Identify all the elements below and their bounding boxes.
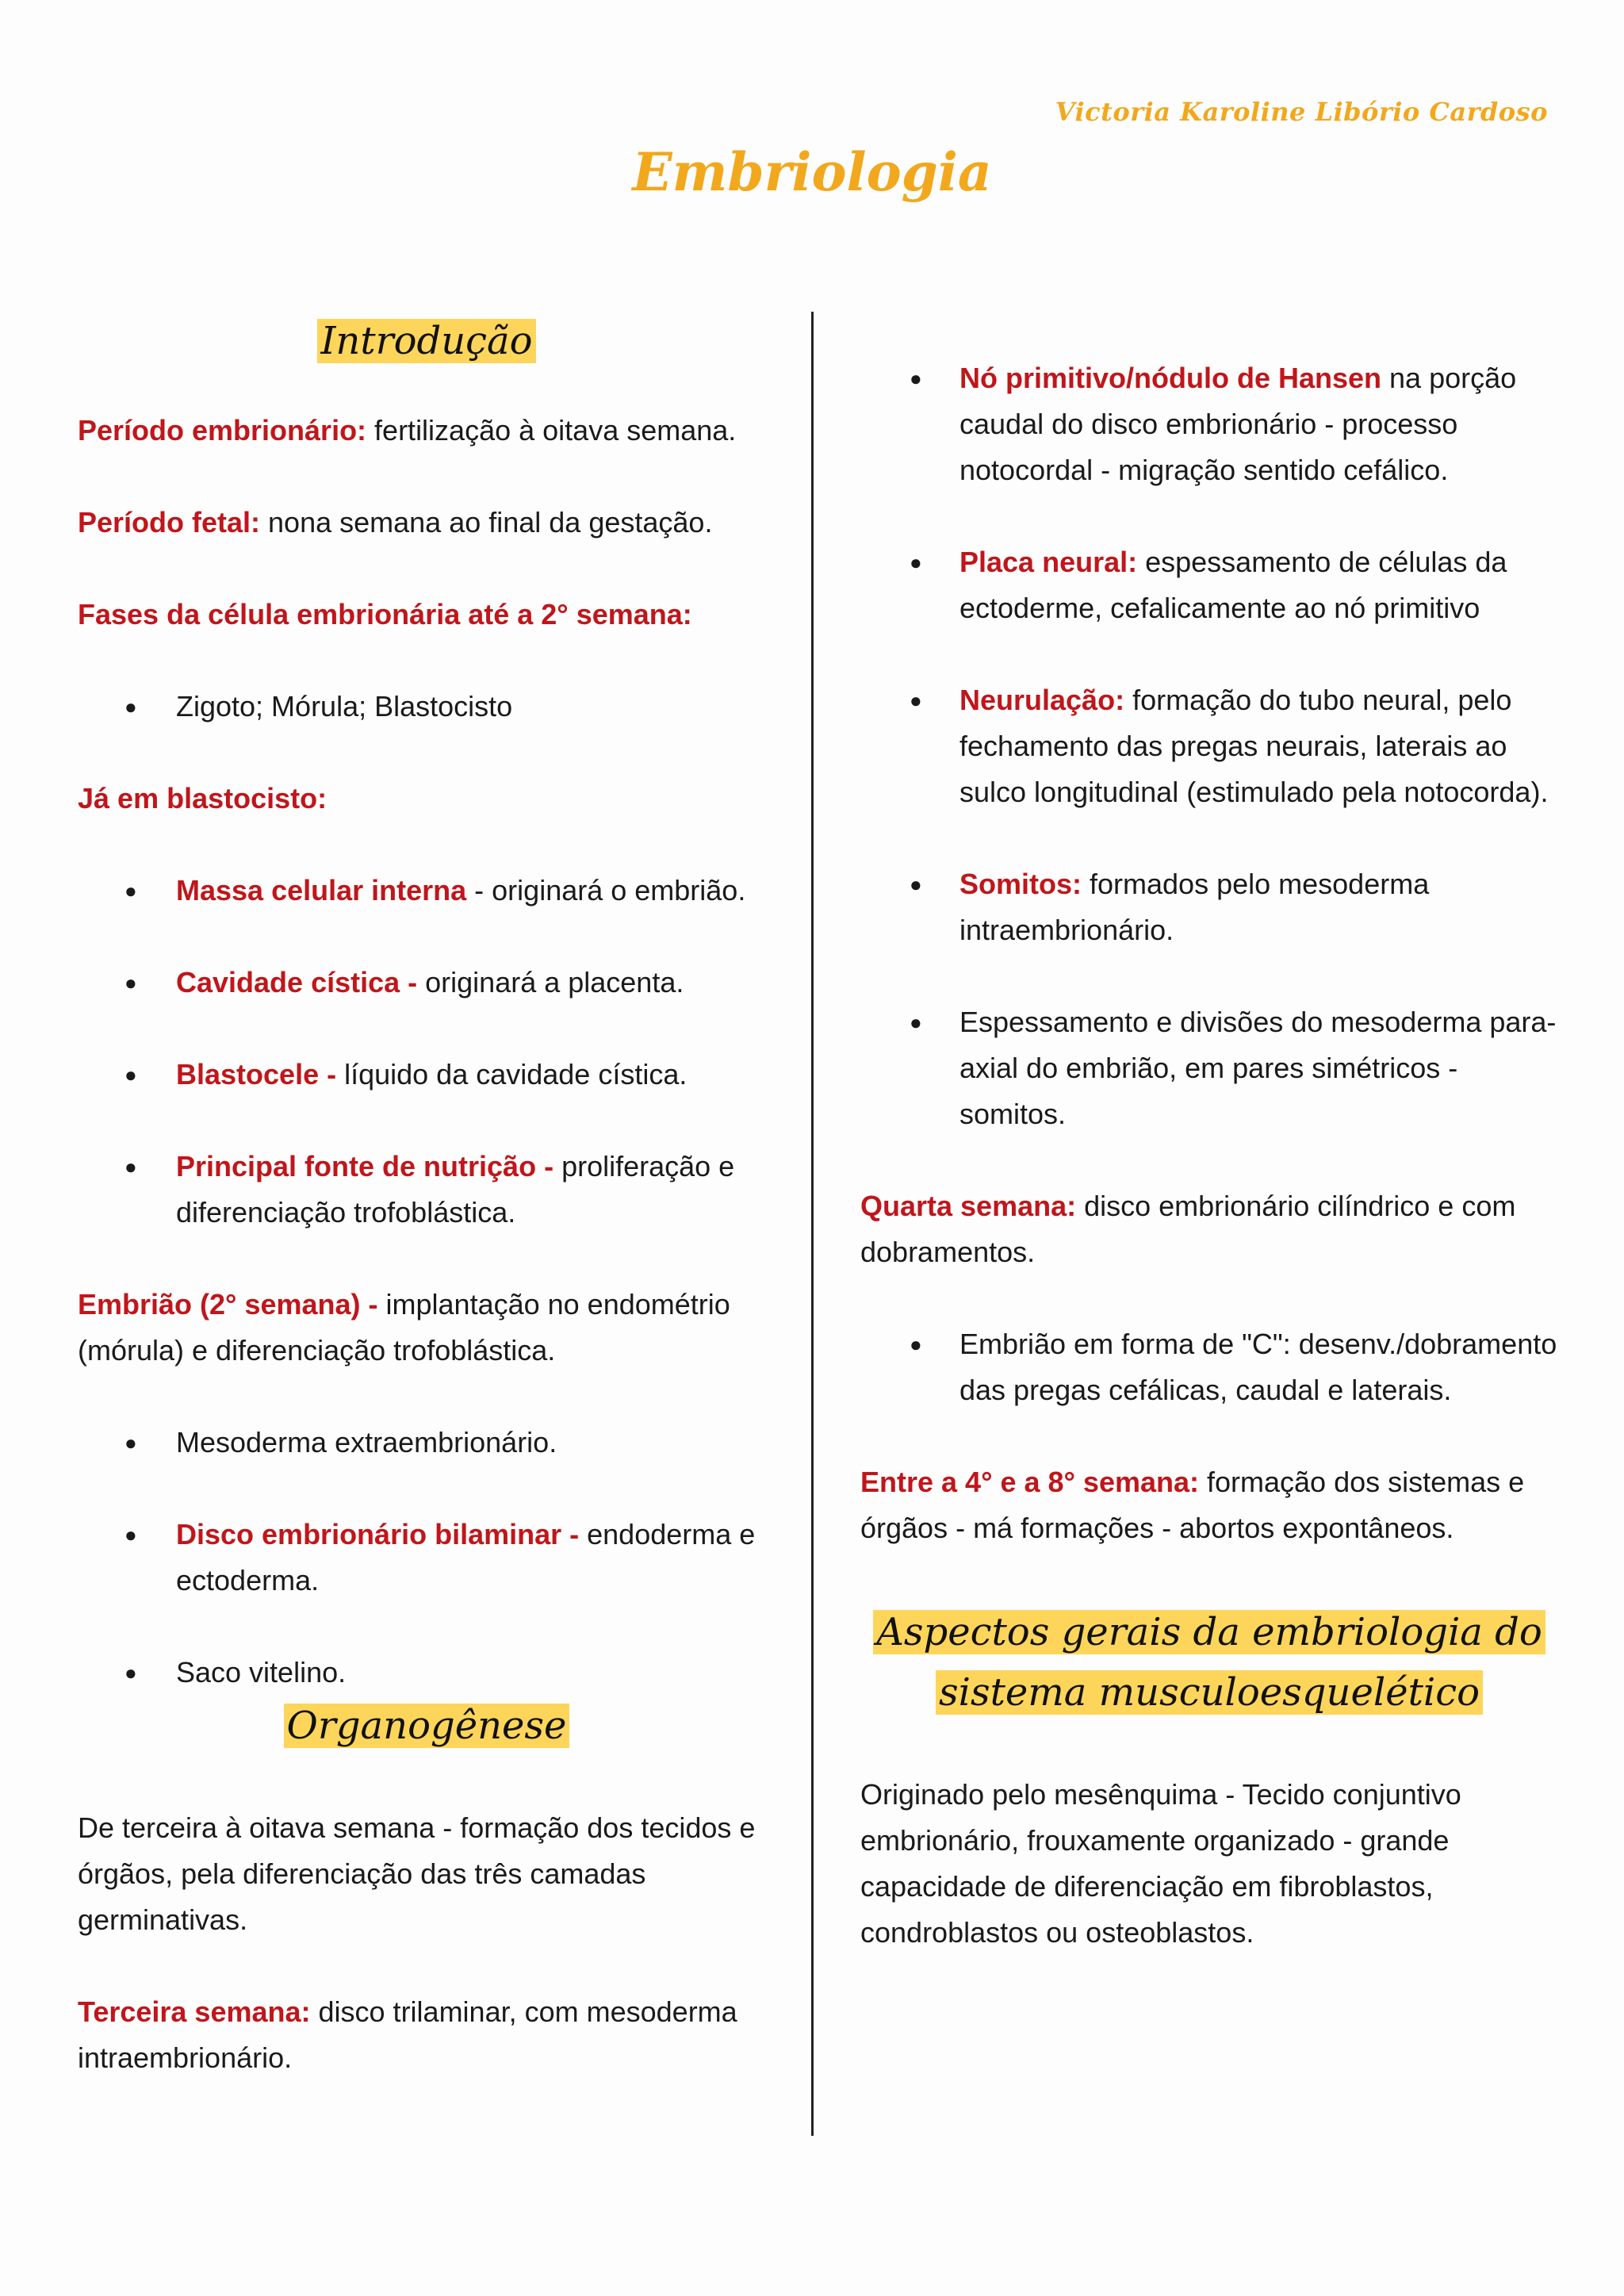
quarta-list xyxy=(860,1321,1558,1413)
periodo-embrionario xyxy=(78,408,776,454)
list-item xyxy=(78,1052,776,1098)
periodo-fetal xyxy=(78,500,776,546)
bullet-icon: ● xyxy=(124,695,137,719)
fases-item-text: Zigoto; Mórula; Blastocisto xyxy=(176,690,513,723)
bullet-icon: ● xyxy=(124,1063,137,1087)
item-label: Somitos: xyxy=(959,868,1082,900)
list-item xyxy=(78,868,776,914)
fases-heading xyxy=(78,592,776,638)
bullet-icon: ● xyxy=(124,1661,137,1685)
bullet-icon: ● xyxy=(124,1431,137,1455)
item-text: formados pelo mesoderma intraembrionário. xyxy=(959,868,1430,946)
blastocisto-list xyxy=(78,868,776,1236)
quarta-paragraph xyxy=(860,1183,1558,1275)
list-item xyxy=(860,355,1558,493)
list-item xyxy=(860,999,1558,1137)
organo-text: De terceira à oitava semana - formação dos tecidos e órgãos, pela diferenciação das três camadas germinativas. xyxy=(78,1811,756,1936)
bullet-icon: ● xyxy=(910,688,922,712)
item-label: Principal fonte de nutrição - xyxy=(176,1150,554,1182)
item-text: originará a placenta. xyxy=(417,966,684,999)
entre-paragraph xyxy=(860,1459,1558,1551)
bullet-icon: ● xyxy=(910,550,922,574)
page-title: Embriologia xyxy=(632,141,992,203)
fases-label: Fases da célula embrionária até a 2° semana: xyxy=(78,598,692,631)
aspectos-paragraph xyxy=(860,1772,1558,1956)
quarta-label: Quarta semana: xyxy=(860,1190,1077,1222)
list-item xyxy=(860,539,1558,631)
right-list xyxy=(860,355,1558,1137)
blastocisto-heading xyxy=(78,776,776,822)
item-text: formação do tubo neural, pelo fechamento das pregas neurais, laterais ao sulco longitudinal (estimulado pela notocorda). xyxy=(959,684,1549,808)
entre-text: formação dos sistemas e órgãos - má formações - abortos expontâneos. xyxy=(860,1466,1525,1544)
item-label: Massa celular interna xyxy=(176,874,467,907)
list-item xyxy=(78,1650,776,1696)
item-label: Nó primitivo/nódulo de Hansen xyxy=(959,362,1382,394)
list-item xyxy=(78,1144,776,1236)
bullet-icon: ● xyxy=(910,366,922,390)
item-label: Neurulação: xyxy=(959,684,1125,716)
organo-heading-wrap xyxy=(78,1696,776,1756)
organo-paragraph xyxy=(78,1805,776,1943)
author-name: Victoria Karoline Libório Cardoso xyxy=(1055,97,1548,127)
item-text: - originará o embrião. xyxy=(466,874,746,907)
embriao-list xyxy=(78,1420,776,1696)
item-text: líquido da cavidade cística. xyxy=(336,1058,688,1091)
bullet-icon: ● xyxy=(124,1155,137,1179)
aspectos-heading-wrap xyxy=(860,1602,1558,1723)
bullet-icon: ● xyxy=(124,971,137,995)
intro-heading-wrap xyxy=(78,311,776,371)
quarta-item-text: Embrião em forma de "C": desenv./dobramento das pregas cefálicas, caudal e laterais. xyxy=(959,1328,1557,1406)
list-item xyxy=(860,861,1558,953)
bullet-icon: ● xyxy=(124,1523,137,1547)
bullet-icon: ● xyxy=(910,872,922,896)
embriao-label: Embrião (2° semana) - xyxy=(78,1288,378,1320)
periodo-embrionario-label: Período embrionário: xyxy=(78,414,367,447)
item-text: na porção caudal do disco embrionário - processo notocordal - migração sentido cefálico. xyxy=(959,362,1517,486)
terceira-paragraph xyxy=(78,1989,776,2081)
item-text: Mesoderma extraembrionário. xyxy=(176,1426,557,1458)
item-text: endoderma e ectoderma. xyxy=(176,1518,756,1596)
embriao-text: implantação no endométrio (mórula) e diferenciação trofoblástica. xyxy=(78,1288,730,1366)
bullet-icon: ● xyxy=(910,1332,922,1356)
bullet-icon: ● xyxy=(910,1010,922,1034)
list-item xyxy=(860,677,1558,815)
list-item xyxy=(78,1512,776,1604)
fases-list xyxy=(78,684,776,730)
aspectos-text: Originado pelo mesênquima - Tecido conjuntivo embrionário, frouxamente organizado - grande capacidade de diferenciação em fibroblastos, condroblastos ou osteoblastos. xyxy=(860,1778,1461,1949)
intro-heading: Introdução xyxy=(317,319,535,363)
aspectos-heading: Aspectos gerais da embriologia do sistema musculoesquelético xyxy=(873,1610,1545,1715)
list-item xyxy=(78,684,776,730)
item-label: Placa neural: xyxy=(959,546,1138,578)
item-label: Blastocele - xyxy=(176,1058,337,1091)
item-label: Cavidade cística - xyxy=(176,966,418,999)
item-text: Espessamento e divisões do mesoderma para-axial do embrião, em pares simétricos - somitos. xyxy=(959,1006,1557,1130)
quarta-text: disco embrionário cilíndrico e com dobramentos. xyxy=(860,1190,1516,1268)
periodo-fetal-label: Período fetal: xyxy=(78,506,261,539)
column-divider xyxy=(811,312,814,2136)
list-item xyxy=(78,960,776,1006)
list-item xyxy=(860,1321,1558,1413)
left-column xyxy=(78,311,776,2127)
item-text: espessamento de células da ectoderme, cefalicamente ao nó primitivo xyxy=(959,546,1507,624)
item-label: Disco embrionário bilaminar - xyxy=(176,1518,580,1550)
periodo-embrionario-text: fertilização à oitava semana. xyxy=(366,414,737,447)
periodo-fetal-text: nona semana ao final da gestação. xyxy=(260,506,713,539)
entre-label: Entre a 4° e a 8° semana: xyxy=(860,1466,1200,1498)
item-text: proliferação e diferenciação trofoblástica. xyxy=(176,1150,735,1228)
item-text: Saco vitelino. xyxy=(176,1656,347,1688)
terceira-text: disco trilaminar, com mesoderma intraembrionário. xyxy=(78,1995,737,2074)
terceira-label: Terceira semana: xyxy=(78,1995,311,2028)
embriao-paragraph xyxy=(78,1282,776,1374)
bullet-icon: ● xyxy=(124,879,137,903)
blastocisto-label: Já em blastocisto: xyxy=(78,782,327,815)
organo-heading: Organogênese xyxy=(284,1704,570,1748)
right-column xyxy=(860,355,1558,2002)
list-item xyxy=(78,1420,776,1466)
